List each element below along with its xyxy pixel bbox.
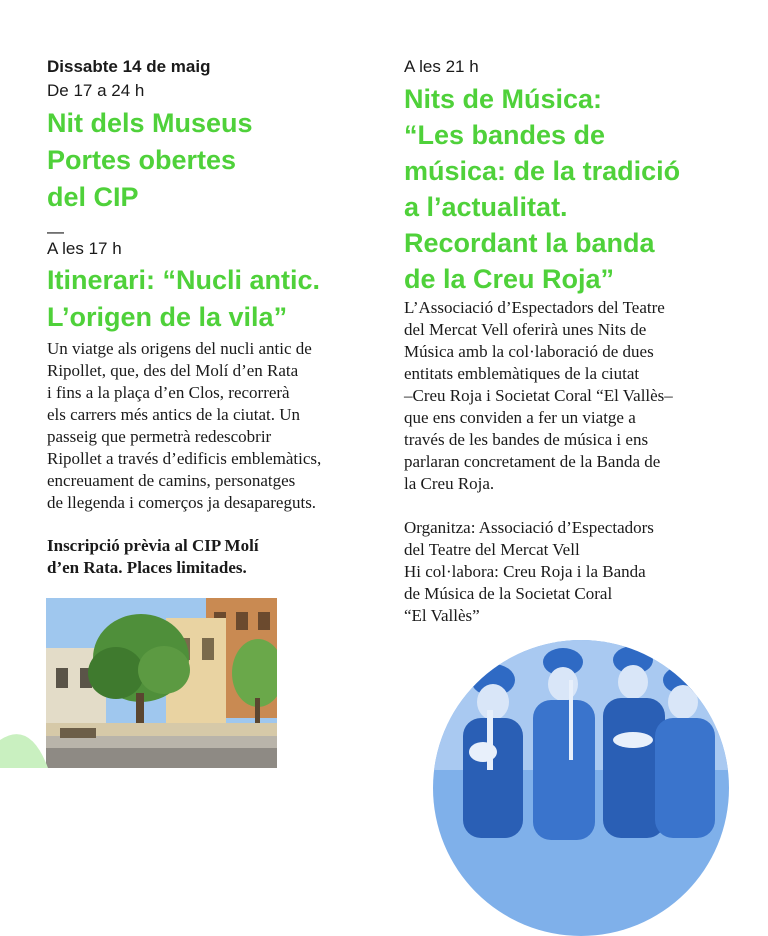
title-itinerary	[47, 262, 377, 336]
time-itinerary: A les 17 h	[47, 239, 122, 258]
desc-line: L’Associació d’Espectadors del Teatre	[404, 298, 665, 317]
title-line: “Les bandes de	[404, 120, 606, 150]
note-line: Inscripció prèvia al CIP Molí	[47, 536, 259, 555]
title-line: a l’actualitat.	[404, 192, 568, 222]
title-line: Recordant la banda	[404, 228, 655, 258]
band-photo	[433, 640, 729, 936]
time-range: De 17 a 24 h	[47, 81, 145, 100]
title-museums-night	[47, 105, 367, 216]
registration-note	[47, 535, 377, 579]
desc-line: encreuament de camins, personatges	[47, 471, 296, 490]
desc-line: passeig que permetrà redescobrir	[47, 427, 272, 446]
credit-line: “El Vallès”	[404, 606, 480, 625]
desc-line: Un viatge als origens del nucli antic de	[47, 339, 312, 358]
title-line: Itinerari: “Nucli antic.	[47, 265, 321, 295]
title-music-nights	[404, 81, 744, 297]
title-line: Portes obertes	[47, 145, 237, 175]
title-line: Nit dels Museus	[47, 108, 253, 138]
decorative-swoosh	[0, 700, 60, 768]
street-photo	[46, 598, 277, 768]
desc-line: els carrers més antics de la ciutat. Un	[47, 405, 301, 424]
title-line: del CIP	[47, 182, 139, 212]
time-music-nights: A les 21 h	[404, 57, 479, 76]
title-line: música: de la tradició	[404, 156, 681, 186]
desc-line: la Creu Roja.	[404, 474, 495, 493]
desc-line: i fins a la plaça d’en Clos, recorrerà	[47, 383, 290, 402]
desc-line: que ens conviden a fer un viatge a	[404, 408, 636, 427]
organizer-credits	[404, 517, 734, 627]
desc-line: Ripollet, que, des del Molí d’en Rata	[47, 361, 299, 380]
note-line: d’en Rata. Places limitades.	[47, 558, 247, 577]
itinerary-description	[47, 338, 377, 514]
desc-line: Música amb la col·laboració de dues	[404, 342, 654, 361]
title-line: de la Creu Roja”	[404, 264, 615, 294]
credit-line: Organitza: Associació d’Espectadors	[404, 518, 654, 537]
dash-divider: —	[47, 222, 64, 241]
title-line: L’origen de la vila”	[47, 302, 288, 332]
event-date: Dissabte 14 de maig	[47, 57, 211, 76]
desc-line: través de les bandes de música i ens	[404, 430, 649, 449]
credit-line: Hi col·labora: Creu Roja i la Banda	[404, 562, 646, 581]
desc-line: de llegenda i comerços ja desapareguts.	[47, 493, 317, 512]
title-line: Nits de Música:	[404, 84, 603, 114]
desc-line: –Creu Roja i Societat Coral “El Vallès–	[404, 386, 673, 405]
credit-line: de Música de la Societat Coral	[404, 584, 613, 603]
desc-line: del Mercat Vell oferirà unes Nits de	[404, 320, 647, 339]
desc-line: entitats emblemàtiques de la ciutat	[404, 364, 640, 383]
desc-line: parlaran concretament de la Banda de	[404, 452, 661, 471]
credit-line: del Teatre del Mercat Vell	[404, 540, 580, 559]
music-description	[404, 297, 734, 495]
desc-line: Ripollet a través d’edificis emblemàtics,	[47, 449, 322, 468]
